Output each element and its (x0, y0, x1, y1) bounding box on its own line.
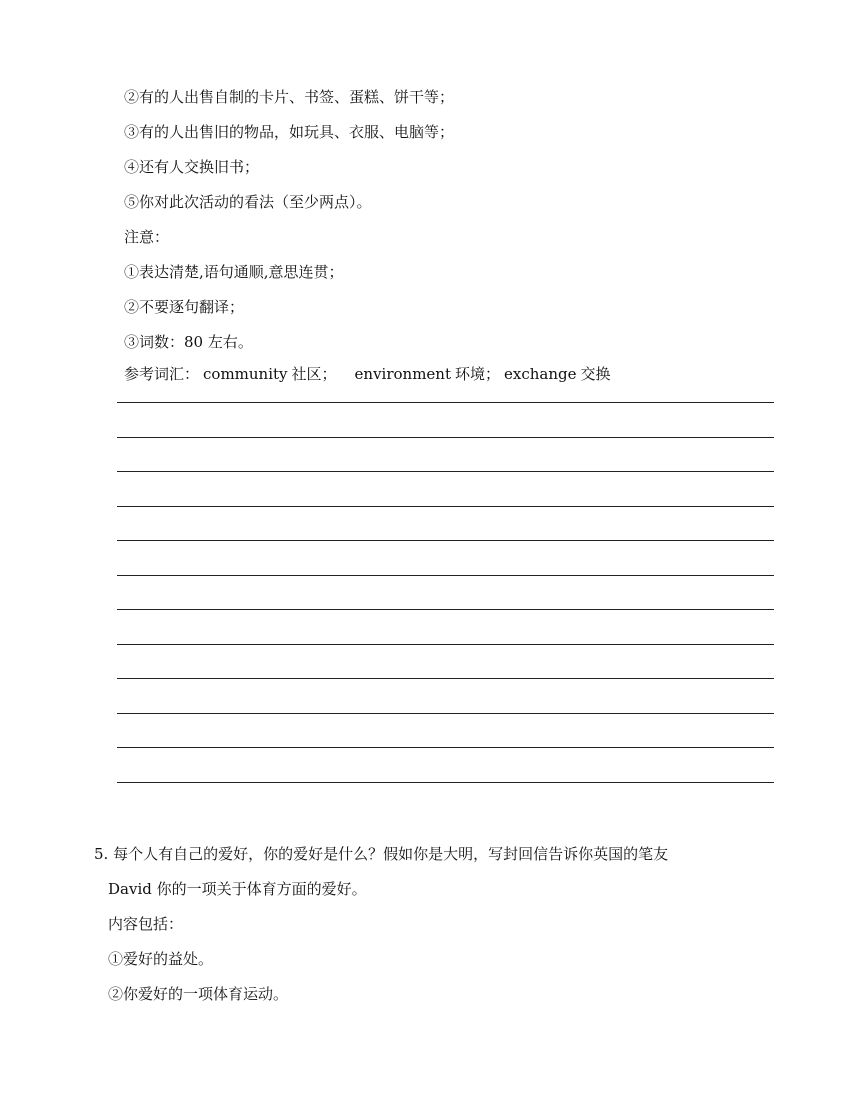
task5-content-item: ①爱好的益处。 (108, 950, 214, 968)
answer-line (117, 782, 774, 783)
answer-line (117, 506, 774, 507)
vocab-meaning: 环境； (455, 365, 501, 383)
task4-content-item: ③有的人出售旧的物品，如玩具、衣服、电脑等； (124, 123, 455, 141)
answer-line (117, 713, 774, 714)
task4-content-item: ④还有人交换旧书； (124, 158, 260, 176)
vocab-word: community (203, 365, 288, 383)
note-item: ③词数：80 左右。 (124, 333, 253, 351)
task5-prompt-line2: David 你的一项关于体育方面的爱好。 (108, 880, 367, 898)
task4-content-item: ②有的人出售自制的卡片、书签、蛋糕、饼干等； (124, 88, 455, 106)
question-number: 5. (94, 845, 109, 863)
answer-line (117, 540, 774, 541)
note-item: ②不要逐句翻译； (124, 298, 245, 316)
answer-line (117, 609, 774, 610)
answer-line (117, 437, 774, 438)
answer-line (117, 678, 774, 679)
answer-line (117, 575, 774, 576)
task5-content-item: ②你爱好的一项体育运动。 (108, 985, 289, 1003)
task5-content-heading: 内容包括： (108, 915, 184, 933)
notes-heading: 注意： (124, 228, 170, 246)
vocab-word: environment (354, 365, 451, 383)
note-item: ①表达清楚,语句通顺,意思连贯； (124, 263, 344, 281)
vocab-meaning: 社区； (291, 365, 337, 383)
task5-prompt-text: 每个人有自己的爱好，你的爱好是什么？假如你是大明，写封回信告诉你英国的笔友 (113, 845, 669, 863)
task5-prompt-line (94, 844, 668, 864)
vocab-label: 参考词汇： (124, 365, 200, 383)
vocab-line (124, 364, 611, 384)
vocab-meaning: 交换 (580, 365, 611, 383)
vocab-word: exchange (504, 365, 577, 383)
answer-line (117, 402, 774, 403)
task4-content-item: ⑤你对此次活动的看法（至少两点）。 (124, 193, 372, 211)
answer-line (117, 471, 774, 472)
answer-line (117, 644, 774, 645)
answer-line (117, 747, 774, 748)
